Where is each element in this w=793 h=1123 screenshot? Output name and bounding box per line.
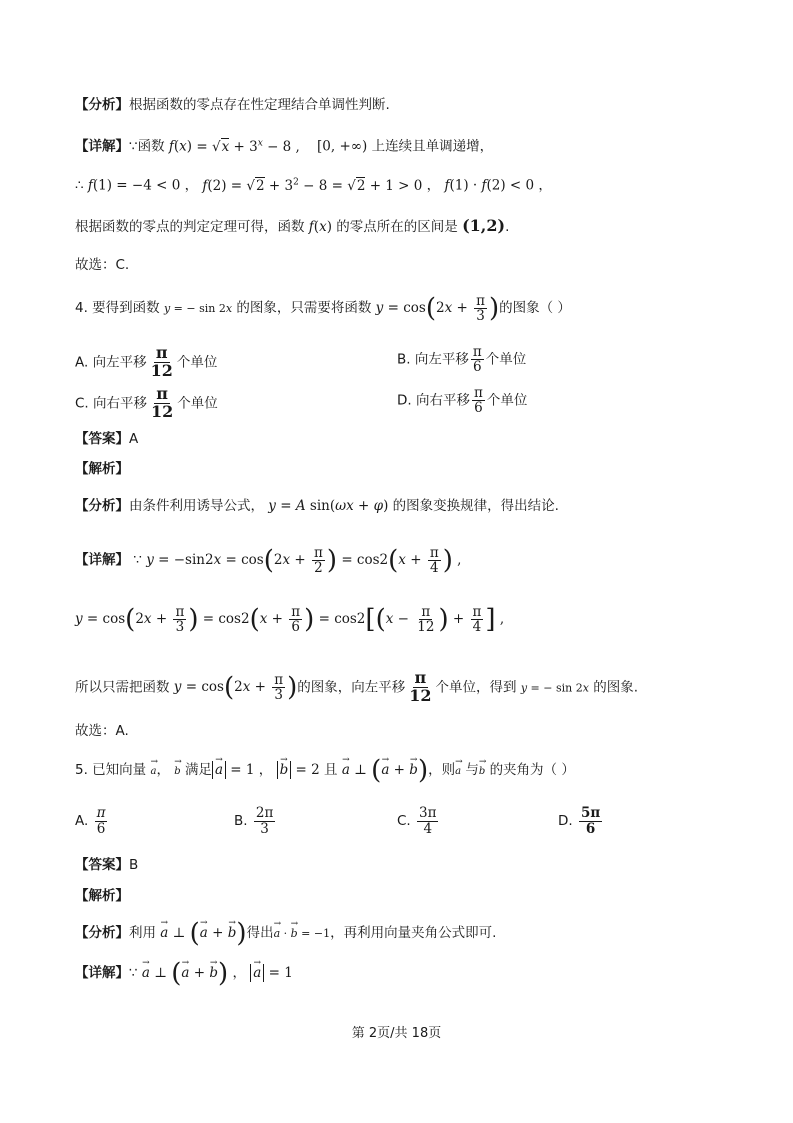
q5-option-a[interactable] xyxy=(75,806,109,836)
q4-final-source-function: y = cos(2x + $\frac{\pi}{3}$ ) xyxy=(173,672,298,704)
vector-b: → b xyxy=(174,758,180,786)
option-num: 2π xyxy=(255,805,274,822)
q4-stem-mid: 的图象，只需要将函数 xyxy=(236,300,372,317)
q5-explanation-label xyxy=(75,884,753,908)
q4-detail-1 xyxy=(75,545,753,575)
q4-option-c[interactable] xyxy=(75,386,218,421)
q5-option-b[interactable] xyxy=(234,806,277,836)
formula-part: f(1) · f(2) < 0 xyxy=(444,177,535,194)
q4-stem-prefix: 4. 要得到函数 xyxy=(75,300,160,317)
option-den: 6 xyxy=(474,400,483,417)
option-num: π xyxy=(155,343,168,362)
formula-part: = $√x + 3^x - 8$ , xyxy=(196,138,300,155)
q5-dot-product: → a · → b = −1 xyxy=(274,927,331,940)
q4-option-b[interactable] xyxy=(397,345,526,374)
formula-part: $f(2) = √2 + 3^2 - 8 = √2 + 1 > 0$ xyxy=(202,177,423,194)
q4-explanation-label xyxy=(75,457,753,481)
q3-conclusion-mid: 的零点所在的区间是 xyxy=(336,219,458,235)
option-suffix: 个单位 xyxy=(176,354,218,371)
explanation-label: 【解析】 xyxy=(75,461,129,477)
q5-option-c[interactable] xyxy=(397,806,440,836)
q5-detail-prefix: ∵ xyxy=(129,965,138,981)
option-suffix: 个单位 xyxy=(485,351,527,368)
option-label: C. xyxy=(75,395,89,412)
q3-values: ∴ f(1) = −4 < 0 ， $f(2) = √2 + 3^2 - 8 = √2 + 1 > 0$ ， f(1) · f(2) < 0 ， xyxy=(75,177,552,194)
q5-stem-then: ，则 xyxy=(428,762,456,778)
q4-analysis-suffix: 的图象变换规律，得出结论. xyxy=(392,498,559,514)
vector-a: → a xyxy=(150,758,156,786)
q4-source-function: y = cos(2x + $\frac{\pi}{3}$ ) xyxy=(375,293,500,325)
explanation-label: 【解析】 xyxy=(75,888,129,904)
q3-function-formula: f xyxy=(168,138,174,155)
detail-label: 【详解】 xyxy=(75,552,129,568)
q4-option-d[interactable] xyxy=(397,386,527,415)
q4-analysis-prefix: 由条件利用诱导公式， xyxy=(129,498,264,514)
q3-detail-prefix: ∵函数 xyxy=(129,138,165,155)
option-prefix: 向左平移 xyxy=(92,354,147,371)
q3-analysis xyxy=(75,93,753,117)
q4-answer-value: A xyxy=(129,431,139,447)
q5-analysis-mid: 得出 xyxy=(246,925,274,941)
formula-part: x xyxy=(179,138,187,155)
q3-interval: [0, +∞) xyxy=(317,138,368,155)
q5-detail: 【详解】∵ → a ⊥ (→ a + → b) ， → a = 1 xyxy=(75,959,753,987)
q5-stem: 5. 已知向量 → a， → b 满足→ a = 1 ， → b = 2 且 → a ⊥ (→ a + → b)，则→ a 与→ b 的夹角为（ ） xyxy=(75,756,753,786)
q5-answer xyxy=(75,853,753,877)
q3-answer-line: 故选：C. xyxy=(75,257,130,273)
q5-stem-comma: ， xyxy=(156,762,170,778)
q3-conclusion-end: . xyxy=(505,219,510,235)
option-den: 12 xyxy=(150,360,173,380)
option-num: π xyxy=(472,344,482,360)
option-den: 4 xyxy=(423,820,433,837)
q4-target-function: y = − sin 2x xyxy=(163,302,233,316)
option-num: π xyxy=(96,805,106,822)
q4-final-mid2: 个单位，得到 xyxy=(435,679,517,696)
q5-detail-condition: → a ⊥ (→ a + → b) xyxy=(142,965,228,981)
q5-analysis-prefix: 利用 xyxy=(129,925,156,941)
analysis-label: 【分析】 xyxy=(75,498,129,514)
option-label: C. xyxy=(397,813,411,829)
q5-stem-satisfy: 满足 xyxy=(184,762,212,778)
formula-part: f(x) xyxy=(308,219,332,235)
q4-detail-formula-2: y = cos(2x + $\frac{\pi}{3}$ ) = cos2(x + $\frac{\pi}{6}$ ) = cos2[(x − $\frac{\pi}{12}$ ) + $\frac{\pi}{4}$ ] , xyxy=(75,603,505,635)
detail-label: 【详解】 xyxy=(75,138,129,155)
option-den: 12 xyxy=(151,401,174,421)
q4-analysis xyxy=(75,494,753,518)
option-prefix: 向左平移 xyxy=(414,351,469,368)
q5-detail-norm-a: → a xyxy=(250,964,264,982)
analysis-label: 【分析】 xyxy=(75,925,129,941)
detail-label: 【详解】 xyxy=(75,965,129,981)
answer-label: 【答案】 xyxy=(75,857,129,873)
page-footer: 第 2页/共 18页 xyxy=(351,1026,442,1041)
q4-answer-line: 故选：A. xyxy=(75,723,129,739)
q3-conclusion-prefix: 根据函数的零点的判定定理可得，函数 xyxy=(75,219,305,235)
option-prefix: 向右平移 xyxy=(415,392,470,409)
formula-part: ) xyxy=(186,138,193,155)
option-num: π xyxy=(156,384,168,403)
q5-analysis-condition: → a ⊥ (→ a + → b) xyxy=(160,925,246,941)
option-den: 6 xyxy=(96,820,106,837)
formula-part: ( xyxy=(173,138,180,155)
option-label: B. xyxy=(397,351,411,368)
q5-option-d[interactable] xyxy=(558,806,604,836)
q4-final-end: 的图象. xyxy=(593,679,639,696)
q5-perp-condition: → a ⊥ (→ a + → b) xyxy=(342,762,428,778)
q3-conclusion xyxy=(75,214,753,239)
q5-stem-end: 的夹角为（ ） xyxy=(489,762,575,778)
analysis-label: 【分析】 xyxy=(75,97,129,113)
q3-values-formula: ∴ f(1) = −4 < 0 xyxy=(75,177,181,194)
q5-answer-value: B xyxy=(129,857,139,873)
q4-detail-formula-1: ∵ y = −sin2x = cos(2x + $\frac{\pi}{2}$ ) = cos2(x + $\frac{\pi}{4}$ ) , xyxy=(133,544,462,576)
q3-detail xyxy=(75,131,753,159)
q4-final-target-function: y = − sin 2x xyxy=(520,681,589,695)
q4-final-prefix: 所以只需把函数 xyxy=(75,679,170,696)
q4-answer xyxy=(75,427,753,451)
option-label: B. xyxy=(234,813,248,829)
q4-final-mid: 的图象，向左平移 xyxy=(297,679,406,696)
q5-analysis xyxy=(75,919,753,948)
q4-final: 所以只需把函数 y = cos(2x + $\frac{\pi}{3}$ )的图象，向左平移 $\frac{\pi}{12}$ 个单位，得到 y = − sin 2x 的图象. xyxy=(75,668,639,705)
option-label: D. xyxy=(558,813,573,829)
option-label: D. xyxy=(397,392,412,409)
q5-norm-a: → a xyxy=(212,761,226,779)
q4-detail-2 xyxy=(75,604,753,634)
option-num: 5π xyxy=(580,805,601,822)
option-num: π xyxy=(473,385,483,401)
answer-label: 【答案】 xyxy=(75,431,129,447)
option-den: 3 xyxy=(260,820,269,837)
option-prefix: 向右平移 xyxy=(93,395,148,412)
q3-detail-interval-text: 上连续且单调递增， xyxy=(371,138,494,155)
option-den: 6 xyxy=(585,820,596,837)
option-label: A. xyxy=(75,813,89,829)
q4-analysis-formula: y = A sin(ωx + φ) xyxy=(268,498,389,514)
option-num: 3π xyxy=(419,805,437,822)
q5-norm-b: → b xyxy=(277,761,292,779)
option-label: A. xyxy=(75,354,89,371)
q5-stem-with: 与 xyxy=(465,762,479,778)
q5-stem-prefix: 5. 已知向量 xyxy=(75,762,147,778)
q3-answer-interval: (1,2) xyxy=(462,216,506,235)
q4-stem xyxy=(75,294,753,323)
q4-stem-end: 的图象（ ） xyxy=(499,300,571,317)
option-suffix: 个单位 xyxy=(177,395,218,412)
q4-option-a[interactable] xyxy=(75,345,217,380)
q5-analysis-end: ，再利用向量夹角公式即可. xyxy=(330,925,497,941)
q3-analysis-text: 根据函数的零点存在性定理结合单调性判断. xyxy=(129,97,390,113)
option-den: 6 xyxy=(473,359,482,376)
option-suffix: 个单位 xyxy=(486,392,528,409)
q5-stem-and: 且 xyxy=(324,762,338,778)
